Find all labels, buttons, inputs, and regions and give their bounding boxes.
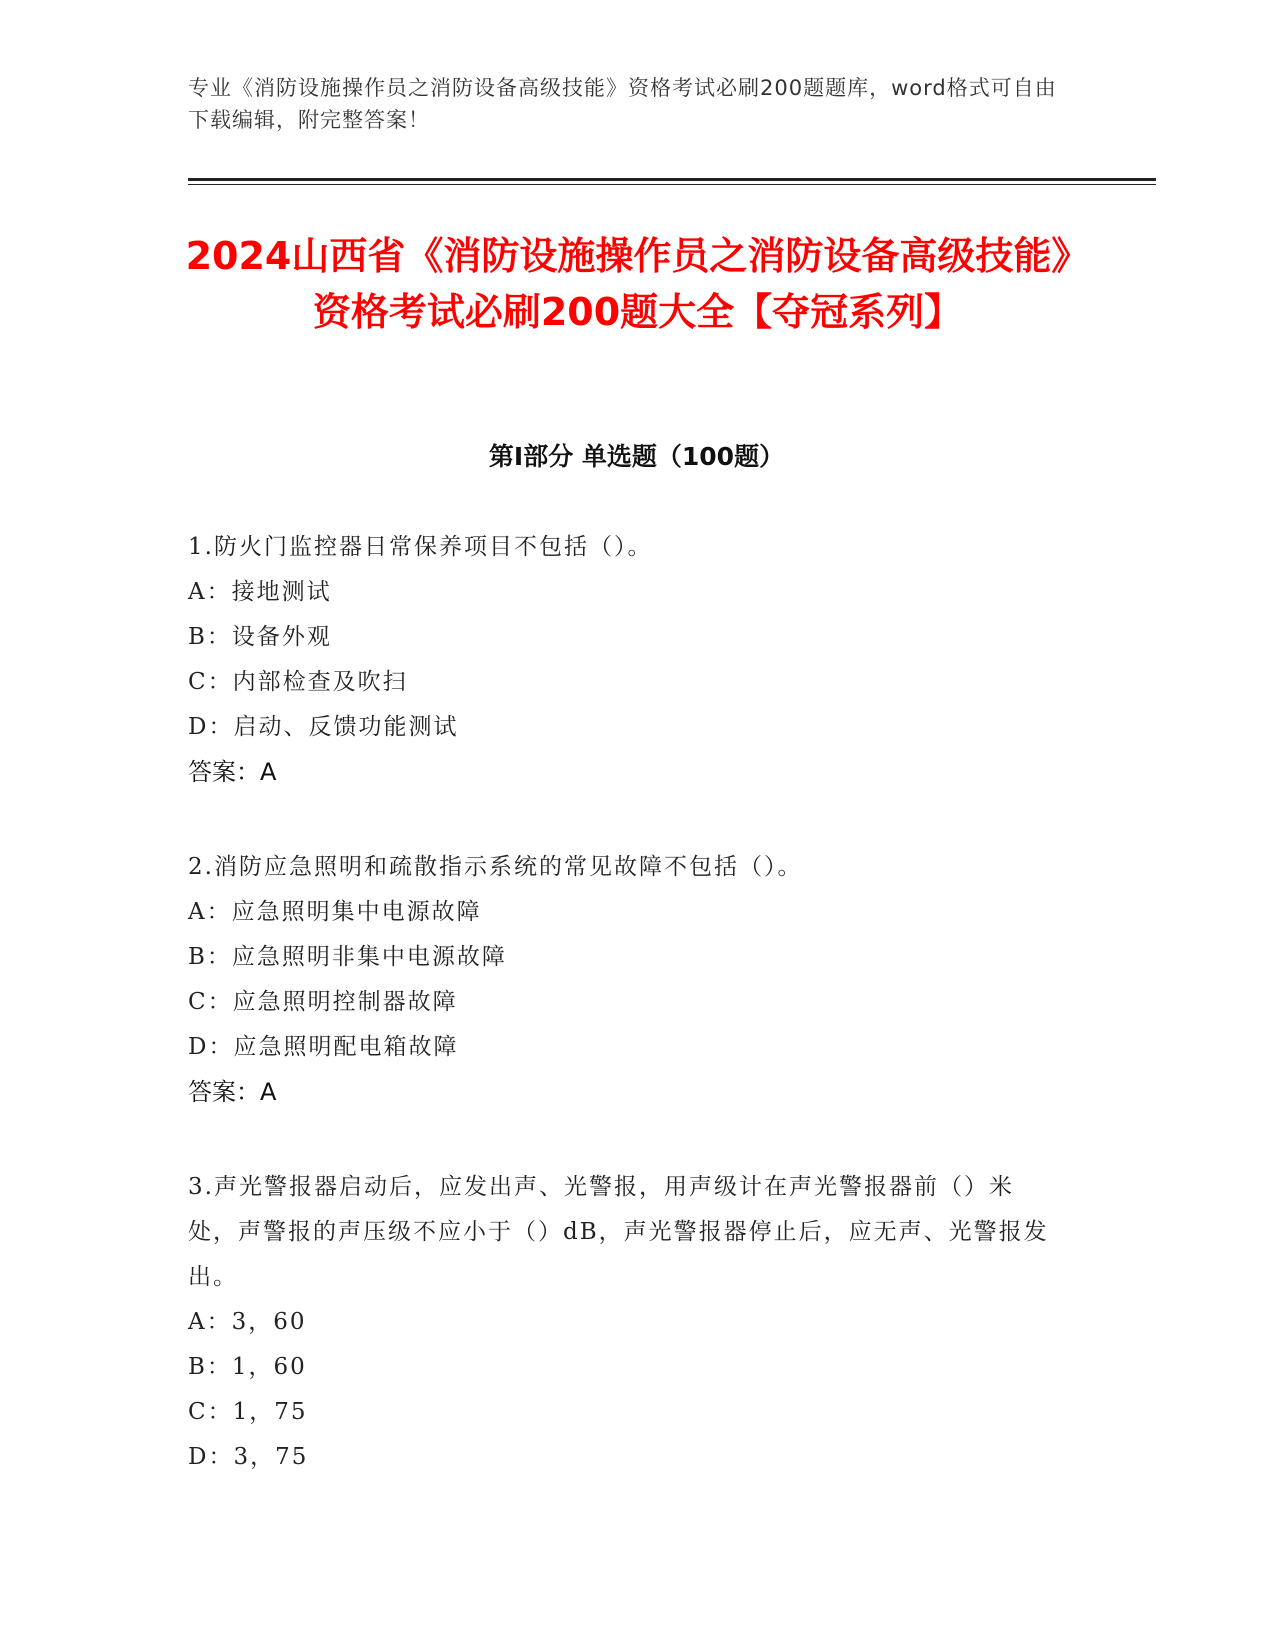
question-3 [188, 1165, 1058, 1480]
option-a: A：接地测试 [188, 579, 332, 605]
option-b: B：1，60 [188, 1354, 307, 1380]
option-a: A：3，60 [188, 1309, 307, 1335]
option-b: B：应急照明非集中电源故障 [188, 944, 507, 970]
option-c: C：应急照明控制器故障 [188, 989, 458, 1015]
answer-line: 答案：A [188, 1078, 277, 1106]
question-stem: 2.消防应急照明和疏散指示系统的常见故障不包括（）。 [188, 854, 803, 880]
question-2 [188, 845, 1058, 1115]
option-a: A：应急照明集中电源故障 [188, 899, 482, 925]
option-c: C：1，75 [188, 1399, 308, 1425]
option-d: D：应急照明配电箱故障 [188, 1034, 459, 1060]
header-rule-thin [188, 184, 1156, 185]
header-rule-thick [188, 178, 1156, 181]
option-b: B：设备外观 [188, 624, 332, 650]
question-stem: 3.声光警报器启动后，应发出声、光警报，用声级计在声光警报器前（）米处，声警报的声压级不应小于（）dB，声光警报器停止后，应无声、光警报发出。 [188, 1174, 1049, 1290]
answer-line: 答案：A [188, 758, 277, 786]
option-d: D：启动、反馈功能测试 [188, 714, 459, 740]
option-c: C：内部检查及吹扫 [188, 669, 408, 695]
question-1 [188, 525, 1058, 795]
option-d: D：3，75 [188, 1444, 309, 1470]
section-heading: 第I部分 单选题（100题） [488, 442, 785, 471]
question-stem: 1.防火门监控器日常保养项目不包括（）。 [188, 534, 653, 560]
document-title: 2024山西省《消防设施操作员之消防设备高级技能》资格考试必刷200题大全【夺冠系列】 [185, 234, 1090, 334]
header-note: 专业《消防设施操作员之消防设备高级技能》资格考试必刷200题题库，word格式可自由下载编辑，附完整答案！ [188, 76, 1057, 132]
